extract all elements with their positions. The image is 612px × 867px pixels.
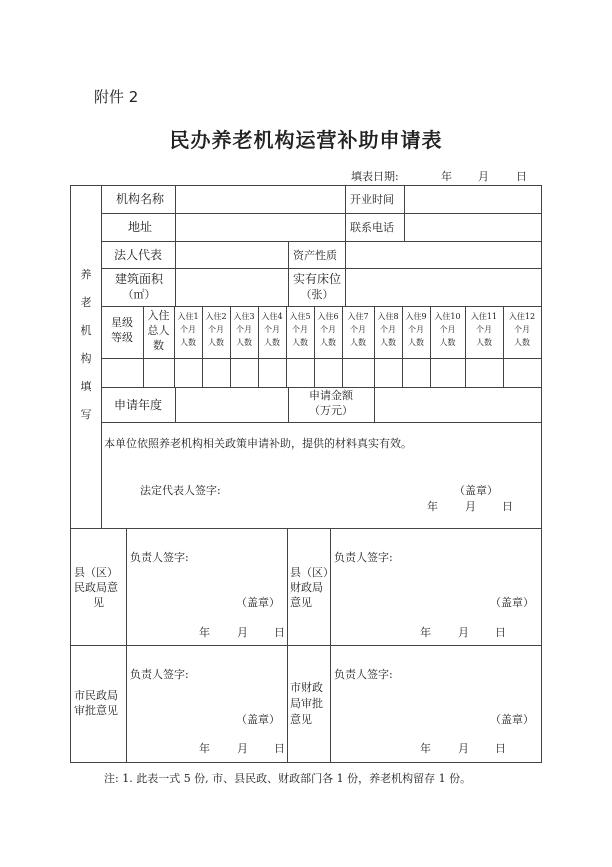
- fill-date-month: 月: [478, 170, 489, 183]
- city-civil-month: 月: [237, 742, 248, 755]
- beds-input[interactable]: [348, 271, 538, 303]
- month-12-header-line-2: 个月: [514, 325, 530, 334]
- month-11-header-line-3: 人数: [476, 338, 492, 347]
- city-finance-year: 年: [420, 742, 431, 755]
- month-2-header-line-1: 入住2: [205, 312, 227, 321]
- section-label-char-6: 写: [80, 408, 92, 421]
- area-label: 建筑面积: [114, 272, 163, 286]
- county-civil-label-1: 县（区）: [74, 566, 118, 579]
- beds-label: 实有床位: [292, 272, 341, 286]
- county-finance-signature-label: 负责人签字:: [334, 551, 393, 564]
- month-8-header-line-1: 入住8: [377, 312, 399, 321]
- total-residents-input[interactable]: [145, 361, 172, 384]
- legal-rep-signature-label: 法定代表人签字:: [140, 484, 221, 497]
- section-label-char-1: 养: [80, 268, 92, 281]
- fill-date-year: 年: [441, 170, 452, 183]
- month-7-header-line-1: 入住7: [347, 312, 369, 321]
- month-3-header-line-2: 个月: [236, 325, 252, 334]
- county-civil-day: 日: [274, 626, 285, 639]
- month-3-header-line-1: 入住3: [233, 312, 255, 321]
- apply-amount-unit: （万元）: [309, 404, 353, 417]
- county-finance-year: 年: [420, 626, 431, 639]
- apply-amount-label: 申请金额: [309, 389, 353, 402]
- phone-label: 联系电话: [350, 221, 394, 234]
- city-civil-year: 年: [199, 742, 210, 755]
- total-residents-label-2: 总人: [147, 324, 170, 337]
- city-finance-label-3: 意见: [290, 713, 312, 726]
- beds-unit: （张）: [300, 288, 334, 301]
- open-time-label: 开业时间: [350, 193, 394, 206]
- month-6-header-line-1: 入住6: [317, 312, 339, 321]
- month-4-residents-input[interactable]: [260, 361, 284, 384]
- star-level-label-1: 星级: [111, 316, 133, 329]
- month-6-header-line-2: 个月: [320, 325, 336, 334]
- city-civil-day: 日: [274, 742, 285, 755]
- area-input[interactable]: [178, 271, 285, 303]
- county-finance-label-2: 财政局: [290, 581, 323, 594]
- month-4-header-line-3: 人数: [264, 338, 280, 347]
- month-8-residents-input[interactable]: [376, 361, 400, 384]
- star-level-input[interactable]: [103, 361, 141, 384]
- month-11-header-line-1: 入住11: [470, 312, 498, 321]
- county-finance-month: 月: [458, 626, 469, 639]
- address-label: 地址: [128, 220, 153, 234]
- section-label-char-2: 老: [80, 296, 92, 309]
- month-12-header-line-3: 人数: [514, 338, 530, 347]
- month-6-header-line-3: 人数: [320, 338, 336, 347]
- declaration-day: 日: [502, 500, 513, 513]
- footnote: 注: 1. 此表一式 5 份, 市、县民政、财政部门各 1 份，养老机构留存 1 份。: [104, 772, 472, 785]
- legal-rep-label: 法人代表: [114, 248, 163, 262]
- city-finance-signature-label: 负责人签字:: [334, 668, 393, 681]
- asset-nature-label: 资产性质: [293, 249, 337, 262]
- month-2-residents-input[interactable]: [204, 361, 228, 384]
- section-label-char-3: 机: [80, 324, 92, 337]
- declaration-seal: （盖章）: [454, 484, 498, 497]
- county-civil-signature-label: 负责人签字:: [130, 551, 189, 564]
- month-5-header-line-1: 入住5: [289, 312, 311, 321]
- month-1-header-line-2: 个月: [180, 325, 196, 334]
- org-name-input[interactable]: [178, 188, 342, 210]
- month-3-residents-input[interactable]: [232, 361, 256, 384]
- star-level-label-2: 等级: [111, 331, 133, 344]
- open-time-input[interactable]: [407, 188, 538, 210]
- attachment-label: 附件 2: [94, 88, 139, 106]
- month-11-residents-input[interactable]: [467, 361, 501, 384]
- county-civil-month: 月: [237, 626, 248, 639]
- month-9-header-line-3: 人数: [408, 338, 424, 347]
- apply-amount-input[interactable]: [377, 390, 538, 419]
- fill-date-label: 填表日期:: [351, 170, 399, 183]
- city-finance-label-2: 局审批: [290, 697, 323, 710]
- county-civil-label-3: 见: [93, 596, 104, 609]
- month-9-header-line-2: 个月: [408, 325, 424, 334]
- city-civil-seal: （盖章）: [236, 713, 280, 726]
- city-finance-month: 月: [458, 742, 469, 755]
- month-12-header-line-1: 入住12: [508, 312, 536, 321]
- month-7-header-line-3: 人数: [350, 338, 366, 347]
- month-6-residents-input[interactable]: [316, 361, 340, 384]
- page-title: 民办养老机构运营补助申请表: [169, 128, 443, 152]
- month-10-header-line-2: 个月: [439, 325, 456, 334]
- month-5-header-line-2: 个月: [292, 325, 308, 334]
- month-11-header-line-2: 个月: [476, 325, 492, 334]
- org-name-label: 机构名称: [116, 192, 165, 206]
- month-10-header-line-3: 人数: [439, 338, 456, 347]
- month-8-header-line-3: 人数: [380, 338, 396, 347]
- month-7-residents-input[interactable]: [344, 361, 372, 384]
- declaration-text: 本单位依照养老机构相关政策申请补助，提供的材料真实有效。: [104, 437, 412, 450]
- apply-year-label: 申请年度: [114, 398, 163, 412]
- month-2-header-line-3: 人数: [208, 338, 224, 347]
- legal-rep-input[interactable]: [178, 244, 285, 266]
- total-residents-label-3: 数: [153, 339, 164, 352]
- month-3-header-line-3: 人数: [236, 338, 252, 347]
- month-1-residents-input[interactable]: [176, 361, 200, 384]
- month-1-header-line-3: 人数: [180, 338, 196, 347]
- fill-date-day: 日: [516, 170, 527, 183]
- month-4-header-line-1: 入住4: [261, 312, 283, 321]
- month-2-header-line-2: 个月: [208, 325, 224, 334]
- section-label-char-5: 填: [80, 380, 92, 393]
- declaration-year: 年: [427, 500, 438, 513]
- total-residents-label-1: 入住: [147, 309, 170, 322]
- month-8-header-line-2: 个月: [380, 325, 396, 334]
- section-label-char-4: 构: [80, 352, 92, 365]
- address-input[interactable]: [178, 216, 342, 238]
- city-finance-seal: （盖章）: [490, 713, 534, 726]
- county-finance-seal: （盖章）: [490, 596, 534, 609]
- city-finance-label-1: 市财政: [290, 681, 323, 694]
- area-unit: （㎡）: [122, 288, 156, 301]
- city-civil-signature-label: 负责人签字:: [130, 668, 189, 681]
- phone-input[interactable]: [407, 216, 538, 238]
- month-5-header-line-3: 人数: [292, 338, 308, 347]
- county-civil-year: 年: [199, 626, 210, 639]
- month-10-residents-input[interactable]: [432, 361, 463, 384]
- month-9-header-line-1: 入住9: [405, 312, 427, 321]
- county-finance-label-1: 县（区）: [290, 566, 334, 579]
- city-civil-label-2: 审批意见: [74, 704, 118, 717]
- month-5-residents-input[interactable]: [288, 361, 312, 384]
- county-finance-label-3: 意见: [290, 596, 312, 609]
- county-finance-day: 日: [495, 626, 506, 639]
- city-finance-day: 日: [495, 742, 506, 755]
- declaration-month: 月: [465, 500, 476, 513]
- month-9-residents-input[interactable]: [404, 361, 428, 384]
- month-4-header-line-2: 个月: [264, 325, 280, 334]
- county-civil-label-2: 民政局意: [74, 581, 118, 594]
- month-7-header-line-2: 个月: [350, 325, 366, 334]
- asset-nature-input[interactable]: [348, 244, 538, 266]
- apply-year-input[interactable]: [178, 390, 285, 419]
- month-10-header-line-1: 入住10: [434, 312, 461, 321]
- month-1-header-line-1: 入住1: [177, 312, 199, 321]
- city-civil-label-1: 市民政局: [74, 689, 118, 702]
- county-civil-seal: （盖章）: [236, 596, 280, 609]
- month-12-residents-input[interactable]: [505, 361, 539, 384]
